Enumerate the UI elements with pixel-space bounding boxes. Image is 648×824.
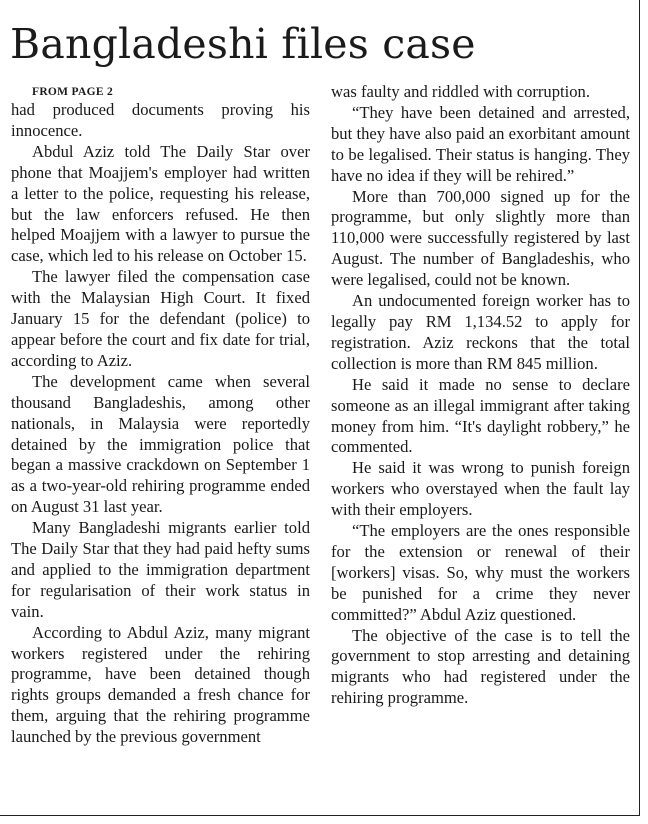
- paragraph: He said it made no sense to declare someone as an illegal immigrant after taking money from him. “It's daylight robbery,” he commented.: [331, 374, 630, 457]
- paragraph: had produced documents proving his innocence.: [11, 100, 310, 140]
- jump-line: FROM PAGE 2: [32, 86, 114, 98]
- paragraph: According to Abdul Aziz, many migrant workers registered under the rehiring programme, have been detained though rights groups demanded a fresh chance for them, arguing that the rehiring programme launched by the previous government: [11, 622, 310, 747]
- left-column: [11, 84, 310, 748]
- paragraph: He said it was wrong to punish foreign workers who overstayed when the fault lay with their employers.: [331, 458, 630, 520]
- paragraph: More than 700,000 signed up for the programme, but only slightly more than 110,000 were successfully registered by last August. The number of Bangladeshis, who were legalised, could not be known.: [331, 186, 630, 290]
- paragraph: “They have been detained and arrested, but they have also paid an exorbitant amount to be legalised. Their status is hanging. They have no idea if they will be rehired.”: [331, 102, 630, 185]
- paragraph: The lawyer filed the compensation case with the Malaysian High Court. It fixed January 15 for the defendant (police) to appear before the court and fix date for trial, according to Aziz.: [11, 267, 310, 370]
- right-column: [331, 82, 630, 709]
- headline: Bangladeshi files case: [10, 20, 476, 68]
- paragraph: The development came when several thousand Bangladeshis, among other nationals, in Malaysia were reportedly detained by the immigration police that began a massive crackdown on September 1 as a two-year-old rehiring programme ended on August 31 last year.: [11, 371, 310, 517]
- paragraph: Abdul Aziz told The Daily Star over phone that Moajjem's employer had written a letter to the police, requesting his release, but the law enforcers refused. He then helped Moajjem with a lawyer to pursue the case, which led to his release on October 15.: [11, 141, 310, 266]
- paragraph: An undocumented foreign worker has to legally pay RM 1,134.52 to apply for registration. Aziz reckons that the total collection is more than RM 845 million.: [331, 291, 630, 373]
- paragraph: “The employers are the ones responsible for the extension or renewal of their [workers] visas. So, why must the workers be punished for a crime they never committed?” Abdul Aziz questioned.: [331, 521, 630, 624]
- paragraph: The objective of the case is to tell the government to stop arresting and detaining migrants who had registered under the rehiring programme.: [331, 625, 630, 708]
- paragraph: was faulty and riddled with corruption.: [331, 82, 590, 101]
- paragraph: Many Bangladeshi migrants earlier told The Daily Star that they had paid hefty sums and applied to the immigration department for regularisation of their work status in vain.: [11, 518, 310, 621]
